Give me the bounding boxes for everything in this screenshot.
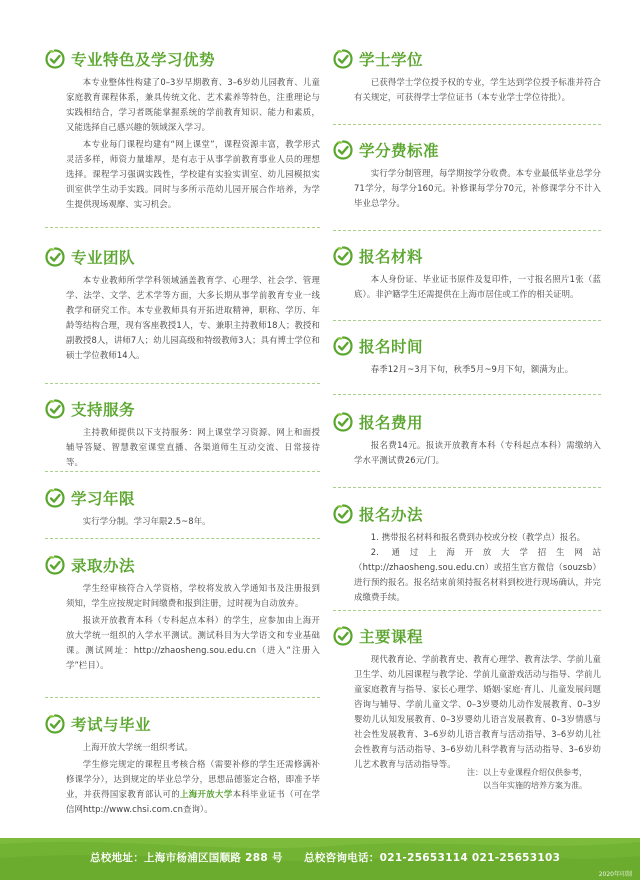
- divider: [333, 124, 601, 125]
- footnote: [333, 766, 601, 792]
- leaf-check-icon: [45, 488, 65, 508]
- phone-label: 总校咨询电话：: [304, 852, 380, 864]
- leaf-check-icon: [333, 140, 353, 160]
- text-part: 学生修完规定的课程且考核合格（需要补修的学生还需修满补修课学分），达到规定的毕业总学分，思想品德鉴定合格，即准予毕业，并获得国家教育部认可的: [66, 759, 320, 799]
- section-support: [45, 397, 320, 470]
- divider: [45, 383, 320, 384]
- leaf-check-icon: [333, 626, 353, 646]
- section-admission: [45, 553, 320, 673]
- section-title: 报名费用: [359, 414, 424, 432]
- section-text: 上海开放大学统一组织考试。: [82, 742, 193, 752]
- section-title: 报名时间: [359, 338, 424, 356]
- section-materials: [333, 244, 601, 302]
- section-text: 学生经审核符合入学资格，学校将发放入学通知书及注册报到须知，学生应按规定时间缴费和报到注册，过时视为自动放弃。: [66, 583, 320, 608]
- section-text: 实行学分制管理，每学期按学分收费。本专业最低毕业总学分71学分，每学分160元。补修课每学分70元，补修课学分不计入毕业总学分。: [354, 168, 601, 208]
- section-text: 已获得学士学位授予权的专业，学生达到学位授予标准并符合有关规定，可获得学士学位证书（本专业学士学位待批）。: [354, 77, 601, 102]
- section-text: 现代教育论、学前教育史、教育心理学、教育法学、学前儿童卫生学、幼儿园课程与教学论、学前儿童游戏活动与指导、学前儿童家庭教育与指导、家长心理学、婚姻·家庭·育儿、儿童发展问题咨询与辅导、学前儿童文学、0–3岁婴幼儿动作发展教育、0–3岁婴幼儿认知发展教育、0–3岁婴幼儿语言发展教育、0–3岁情感与社会性发展教育、3–6岁幼儿语言教育与活动指导、3–6岁幼儿社会性教育与活动指导、3–6岁幼儿科学教育与活动指导、3–6岁幼儿艺术教育与活动指导等。: [354, 654, 601, 769]
- divider: [333, 320, 601, 321]
- section-text: 报名费14元。报读开放教育本科（专科起点本科）需缴纳入学水平测试费26元/门。: [354, 440, 601, 465]
- section-title: 报名办法: [359, 506, 424, 524]
- divider: [45, 538, 320, 539]
- footnote-line: 注：以上专业课程介绍仅供参考，: [467, 768, 587, 777]
- section-title: 专业团队: [71, 249, 136, 267]
- section-text: [66, 757, 320, 817]
- section-text: 1. 携带报名材料和报名费到办校或分校（教学点）报名。: [370, 532, 586, 542]
- section-title: 专业特色及学习优势: [71, 51, 216, 69]
- section-title: 学分费标准: [359, 142, 440, 160]
- section-text: 春季12月~3月下旬，秋季5月~9月下旬，额满为止。: [370, 364, 574, 374]
- print-year: 2020年印制: [598, 871, 632, 878]
- section-courses: [333, 624, 601, 772]
- divider: [333, 394, 601, 395]
- section-text: 实行学分制。学习年限2.5~8年。: [82, 516, 211, 526]
- leaf-check-icon: [45, 49, 65, 69]
- section-exam: [45, 712, 320, 817]
- section-text: 主持教师提供以下支持服务：网上课堂学习资源、网上和面授辅导答疑、智慧教室课堂直播、各渠道师生互动交流、日常接待等。: [66, 427, 320, 467]
- divider: [333, 487, 601, 488]
- section-registration-method: [333, 502, 601, 605]
- text-part: 本科毕业证书（可在学信网http://www.chsi.com.cn查询）。: [66, 789, 320, 814]
- section-text: 本专业整体性构建了0–3岁早期教育、3–6岁幼儿园教育、儿童家庭教育课程体系，兼具传统文化、艺术素养等特色，注重理论与实践相结合，学习者既能掌握系统的学前教育知识、能力和素质，又能选择自己感兴趣的领域深入学习。: [66, 77, 320, 132]
- section-text: 报读开放教育本科（专科起点本科）的学生，应参加由上海开放大学统一组织的入学水平测试。测试科目为大学语文和专业基础课。测试网址：http://zhaosheng.sou.edu.cn（进入“注册入学”栏目）。: [66, 615, 320, 670]
- phone-value: 021-25653114 021-25653103: [379, 852, 561, 864]
- highlight-text: 上海开放大学: [179, 789, 233, 799]
- section-title: 支持服务: [71, 401, 136, 419]
- leaf-check-icon: [333, 504, 353, 524]
- section-title: 报名材料: [359, 248, 424, 266]
- footer-address: [90, 850, 283, 865]
- section-title: 考试与毕业: [71, 716, 152, 734]
- address-label: 总校地址：: [90, 852, 144, 864]
- section-registration-fee: [333, 410, 601, 468]
- section-title: 录取办法: [71, 557, 136, 575]
- footer-bar: [0, 838, 640, 880]
- footer-phone: [304, 850, 560, 865]
- section-title: 学士学位: [359, 51, 424, 69]
- section-registration-time: [333, 334, 601, 377]
- leaf-check-icon: [333, 246, 353, 266]
- section-title: 主要课程: [359, 628, 424, 646]
- leaf-check-icon: [45, 714, 65, 734]
- section-text: 2. 通过上海开放大学招生网站（http://zhaosheng.sou.edu.cn）或招生官方微信（souzsb）进行预约报名。报名结束前须持报名材料到校进行现场确认，并完成缴费手续。: [354, 547, 601, 602]
- section-team: [45, 245, 320, 363]
- divider: [45, 471, 320, 472]
- address-value: 上海市杨浦区国顺路 288 号: [144, 852, 283, 864]
- leaf-check-icon: [333, 336, 353, 356]
- leaf-check-icon: [333, 49, 353, 69]
- section-text: 本专业每门课程均建有“网上课堂”，课程资源丰富，教学形式灵活多样，师资力量雄厚，是有志于从事学前教育事业人员的理想选择。课程学习强调实践性，学校建有实验实训室、幼儿园模拟实训室供学生动手实践。同时与多所示范幼儿园开展合作培养，为学生提供现场观摩、实习机会。: [66, 139, 320, 209]
- leaf-check-icon: [333, 412, 353, 432]
- divider: [333, 610, 601, 611]
- section-degree: [333, 47, 601, 105]
- section-text: 本人身份证、毕业证书原件及复印件，一寸报名照片1张（蓝底）。非沪籍学生还需提供在上海市居住或工作的相关证明。: [354, 274, 601, 299]
- section-duration: [45, 486, 320, 529]
- divider: [333, 230, 601, 231]
- leaf-check-icon: [45, 555, 65, 575]
- footnote-line: 以当年实施的培养方案为准。: [483, 781, 587, 790]
- divider: [45, 227, 320, 228]
- section-title: 学习年限: [71, 490, 136, 508]
- leaf-check-icon: [45, 399, 65, 419]
- section-features: [45, 47, 320, 212]
- divider: [45, 697, 320, 698]
- leaf-check-icon: [45, 247, 65, 267]
- section-fees: [333, 138, 601, 211]
- section-text: 本专业教师所学学科领域涵盖教育学、心理学、社会学、管理学、法学、文学、艺术学等方面，大多长期从事学前教育专业一线教学和研究工作。本专业教师具有开拓进取精神，职称、学历、年龄等结构合理，现有客座教授1人，专、兼职主持教师18人；教授和副教授8人，讲师7人；幼儿园高级和特级教师3人；具有博士学位和硕士学位教师14人。: [66, 275, 320, 360]
